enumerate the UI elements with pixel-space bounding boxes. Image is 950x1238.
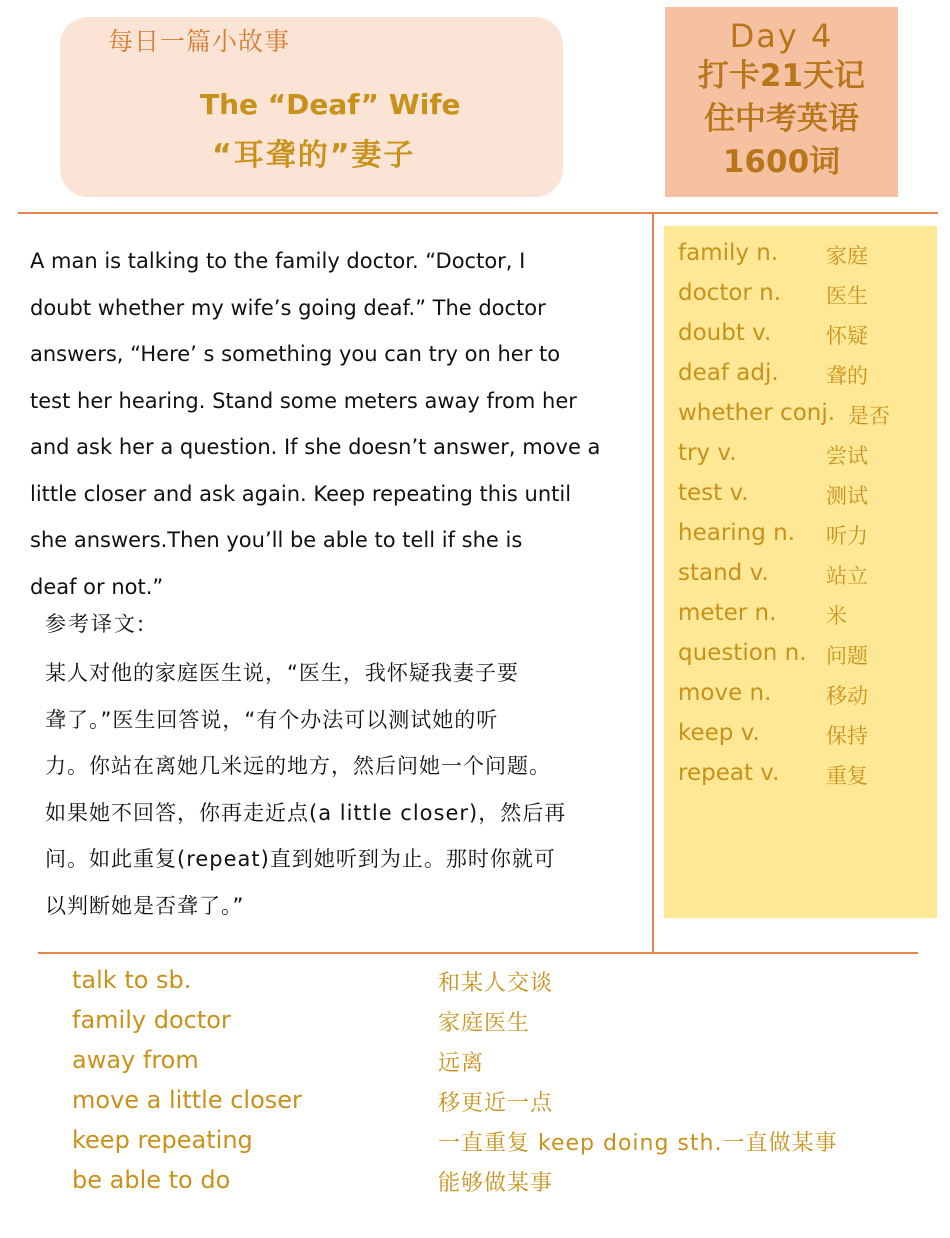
vocab-meaning: 家庭 <box>826 244 868 268</box>
vocab-item <box>678 320 938 360</box>
phrase-meaning: 家庭医生 <box>438 1011 531 1036</box>
story-line: test her hearing. Stand some meters away from her <box>30 388 577 413</box>
day-number: Day 4 <box>729 17 834 55</box>
bottom-divider <box>38 952 918 954</box>
translation-text <box>45 650 635 929</box>
vocab-word: doubt v. <box>678 320 772 346</box>
vocab-word: deaf adj. <box>678 360 779 386</box>
phrase-text: be able to do <box>72 1166 231 1194</box>
phrase-text: away from <box>72 1046 199 1074</box>
story-line: little closer and ask again. Keep repeating this until <box>30 481 572 506</box>
vocab-word: repeat v. <box>678 760 780 786</box>
vocab-item <box>678 400 938 440</box>
phrase-item <box>72 1086 932 1126</box>
vocab-item <box>678 240 938 280</box>
vocab-item <box>678 760 938 800</box>
vocab-meaning: 听力 <box>826 524 868 548</box>
phrase-meaning: 一直重复 keep doing sth.一直做某事 <box>438 1131 838 1156</box>
phrase-item <box>72 1166 932 1206</box>
vocab-word: whether conj. <box>678 400 836 426</box>
vocab-meaning: 保持 <box>826 724 868 748</box>
vocab-item <box>678 600 938 640</box>
vocab-meaning: 尝试 <box>826 444 868 468</box>
vocab-item <box>678 480 938 520</box>
story-title-english: The “Deaf” Wife <box>200 88 461 121</box>
phrase-text: family doctor <box>72 1006 231 1034</box>
vocab-word: doctor n. <box>678 280 782 306</box>
vocab-word: question n. <box>678 640 807 666</box>
day-badge-line-2: 住中考英语 <box>704 101 859 137</box>
vocab-meaning: 移动 <box>826 684 868 708</box>
translation-line: 力。你站在离她几米远的地方，然后问她一个问题。 <box>45 754 551 778</box>
vocab-word: keep v. <box>678 720 760 746</box>
story-line: answers, “Here’ s something you can try on her to <box>30 342 561 366</box>
vocab-item <box>678 640 938 680</box>
vocab-meaning: 米 <box>826 604 847 628</box>
day-badge-line-1: 打卡21天记 <box>697 58 866 94</box>
vocab-meaning: 怀疑 <box>826 324 868 348</box>
vocab-meaning: 测试 <box>826 484 868 508</box>
phrase-item <box>72 966 932 1006</box>
translation-line: 聋了。”医生回答说，“有个办法可以测试她的听 <box>45 707 499 732</box>
translation-line: 以判断她是否聋了。” <box>45 893 245 918</box>
top-divider <box>18 212 938 214</box>
story-line: deaf or not.” <box>30 574 164 599</box>
vocab-item <box>678 280 938 320</box>
translation-label: 参考译文: <box>45 612 147 636</box>
vocab-meaning: 重复 <box>826 764 868 788</box>
phrase-meaning: 和某人交谈 <box>438 971 554 996</box>
phrase-text: move a little closer <box>72 1086 302 1114</box>
translation-line: 问。如此重复(repeat)直到她听到为止。那时你就可 <box>45 847 556 871</box>
translation-line: 如果她不回答，你再走近点(a little closer)，然后再 <box>45 800 567 825</box>
day-badge-line-3: 1600词 <box>722 144 841 180</box>
vocab-item <box>678 680 938 720</box>
vocab-item <box>678 520 938 560</box>
day-badge <box>665 7 898 197</box>
story-line: A man is talking to the family doctor. “Doctor, I <box>30 249 526 273</box>
vocab-meaning: 聋的 <box>826 364 868 388</box>
story-title-chinese: “耳聋的”妻子 <box>212 138 416 173</box>
vocab-word: hearing n. <box>678 520 796 546</box>
vocab-word: try v. <box>678 440 737 466</box>
vocab-item <box>678 440 938 480</box>
translation-line: 某人对他的家庭医生说，“医生，我怀疑我妻子要 <box>45 661 519 685</box>
vocab-item <box>678 720 938 760</box>
phrase-item <box>72 1006 932 1046</box>
column-divider <box>652 212 654 952</box>
phrase-text: keep repeating <box>72 1126 253 1154</box>
phrase-text: talk to sb. <box>72 966 192 994</box>
phrase-meaning: 移更近一点 <box>438 1091 554 1116</box>
vocab-word: meter n. <box>678 600 777 626</box>
vocabulary-panel <box>664 226 937 918</box>
vocab-meaning: 是否 <box>848 404 890 428</box>
vocab-word: stand v. <box>678 560 769 586</box>
vocab-item <box>678 360 938 400</box>
vocab-meaning: 站立 <box>826 564 868 588</box>
vocab-meaning: 医生 <box>826 284 868 308</box>
vocab-word: family n. <box>678 240 779 266</box>
series-label: 每日一篇小故事 <box>108 27 291 56</box>
vocab-word: test v. <box>678 480 749 506</box>
phrase-meaning: 能够做某事 <box>438 1171 554 1196</box>
phrase-item <box>72 1126 932 1166</box>
story-line: doubt whether my wife’s going deaf.” The doctor <box>30 295 546 320</box>
story-text <box>30 238 630 610</box>
vocab-meaning: 问题 <box>826 644 868 668</box>
story-line: she answers.Then you’ll be able to tell if she is <box>30 528 523 552</box>
phrase-meaning: 远离 <box>438 1051 485 1076</box>
vocab-item <box>678 560 938 600</box>
vocab-word: move n. <box>678 680 772 706</box>
story-line: and ask her a question. If she doesn’t answer, move a <box>30 435 601 459</box>
phrase-item <box>72 1046 932 1086</box>
